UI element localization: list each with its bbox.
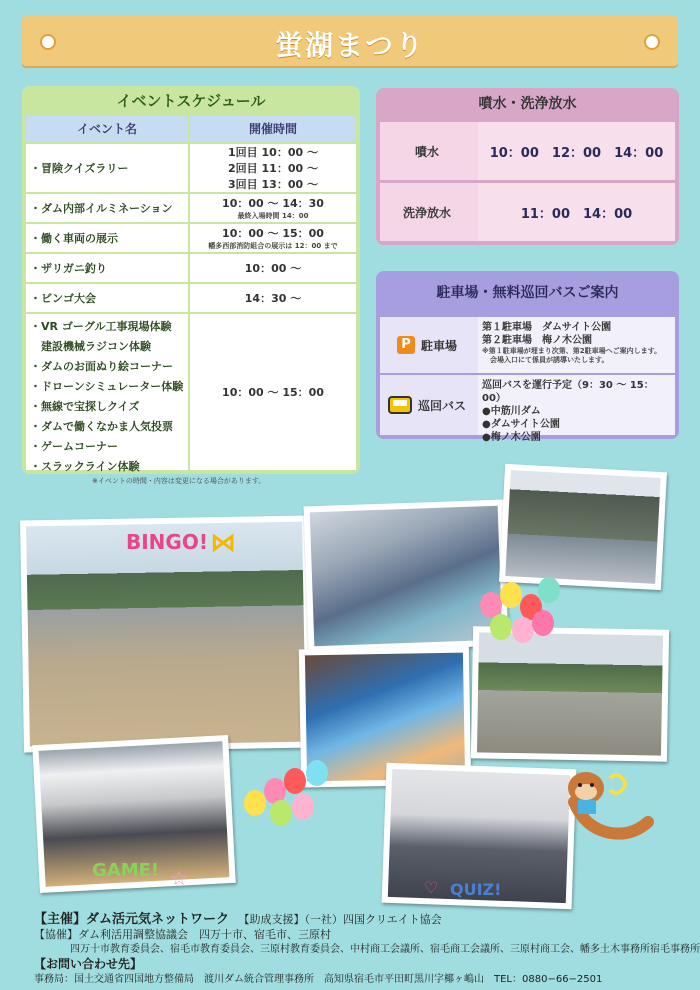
balloon-icon xyxy=(538,577,560,603)
time-line: 10：00 ～ 14：30 xyxy=(222,197,324,210)
balloon-cluster-top xyxy=(470,572,570,662)
balloon-icon xyxy=(270,800,292,826)
title-banner xyxy=(22,16,678,66)
parking-panel xyxy=(376,271,679,443)
event-name: 建設機械ラジコン体験 xyxy=(30,340,151,353)
event-time: 10：00 ～ 15：00 xyxy=(190,314,356,470)
event-name: ・ビンゴ大会 xyxy=(26,284,188,312)
bus-stop: ●梅ノ木公園 xyxy=(482,432,541,443)
photo-image xyxy=(505,470,660,584)
event-time xyxy=(190,194,356,222)
otter-mascot-icon xyxy=(560,766,656,862)
event-time: 10：00 ～ xyxy=(190,254,356,282)
event-name: ・冒険クイズラリー xyxy=(26,144,188,192)
photo-image xyxy=(26,522,306,747)
parking-note: ※第１駐車場が埋まり次第、第2駐車場へご案内します。 xyxy=(482,347,662,355)
event-name: ・ドローンシミュレーター体験 xyxy=(30,380,184,393)
footer-contact: 事務局：国土交通省四国地方整備局 渡川ダム統合管理事務所 高知県宿毛市平田町黒川字椰ヶ嶋山 TEL：0880−66−2501 xyxy=(34,974,603,985)
event-name: ・ダム内部イルミネーション xyxy=(26,194,188,222)
footer-organizer xyxy=(34,912,674,927)
ribbon-icon: ⋈ xyxy=(210,528,236,558)
schedule-heading: イベントスケジュール xyxy=(116,92,266,110)
table-row xyxy=(26,224,356,252)
fountain-label: 洗浄放水 xyxy=(402,205,451,220)
parking-note: 会場入口にて係員が誘導いたします。 xyxy=(490,356,609,364)
parking-line: 第２駐車場 梅ノ木公園 xyxy=(482,335,592,346)
parking-row xyxy=(380,317,675,373)
footer-contact-heading: 【お問い合わせ先】 xyxy=(34,957,143,971)
fountain-label: 噴水 xyxy=(414,144,439,159)
fountain-times: 10：00 12：00 14：00 xyxy=(478,122,675,180)
event-time: 14：30 ～ xyxy=(190,284,356,312)
bus-label xyxy=(380,375,474,435)
time-line: 3回目 13：00 ～ xyxy=(228,178,318,191)
event-name: ・ゲームコーナー xyxy=(30,440,118,453)
balloon-icon xyxy=(512,617,534,643)
footer-cosponsor-list: 四万十市教育委員会、宿毛市教育委員会、三原村教育委員会、中村商工会議所、宿毛商工会議所、三原村商工会、幡多土木事務所宿毛事務所 xyxy=(70,944,700,955)
bingo-label: BINGO! xyxy=(126,530,208,554)
balloon-icon xyxy=(284,768,306,794)
balloon-icon xyxy=(292,794,314,820)
parking-info xyxy=(478,317,675,373)
table-row xyxy=(26,284,356,312)
schedule-note: ※イベントの時間・内容は変更になる場合があります。 xyxy=(92,477,266,485)
fountain-panel xyxy=(376,88,679,245)
parking-line: 第１駐車場 ダムサイト公園 xyxy=(482,322,612,333)
balloon-icon xyxy=(500,582,522,608)
balloon-icon xyxy=(306,760,328,786)
event-name: ・働く車両の展示 xyxy=(26,224,188,252)
event-name: ・スラックライン体験 xyxy=(30,460,140,473)
fountain-heading: 噴水・洗浄放水 xyxy=(478,96,577,112)
schedule-panel xyxy=(22,86,360,474)
balloon-cluster-bottom xyxy=(240,760,340,850)
bus-stop: ●ダムサイト公園 xyxy=(482,419,560,430)
parking-label-text: 駐車場 xyxy=(420,338,457,353)
time-note: 最終入場時間 14：00 xyxy=(237,212,309,220)
fountain-times: 11：00 14：00 xyxy=(478,183,675,241)
footer xyxy=(34,912,700,987)
parking-icon: P xyxy=(397,336,415,354)
bus-label-text: 巡回バス xyxy=(417,398,466,413)
parking-heading: 駐車場・無料巡回バスご案内 xyxy=(436,285,619,301)
col-event-header: イベント名 xyxy=(26,116,188,142)
fountain-row xyxy=(380,122,675,180)
event-name: ・ザリガニ釣り xyxy=(26,254,188,282)
table-row xyxy=(26,254,356,282)
game-label: GAME! xyxy=(92,860,160,881)
bus-icon xyxy=(388,396,412,414)
footer-cosponsor: 【協催】ダム利活用調整協議会 四万十市、宿毛市、三原村 xyxy=(34,928,331,941)
col-time-header: 開催時間 xyxy=(190,116,356,142)
table-row xyxy=(26,194,356,222)
event-name: ・ダムで働くなかま人気投票 xyxy=(30,420,173,433)
time-line: 2回目 11：00 ～ xyxy=(228,162,318,175)
bus-line: 巡回バスを運行予定（9：30 ～ 15：00） xyxy=(482,380,654,404)
heart-icon: ♡ xyxy=(424,878,439,897)
quiz-label: QUIZ! xyxy=(450,880,502,899)
schedule-table xyxy=(26,116,356,473)
balloon-icon xyxy=(244,790,266,816)
organizer-text: 【主催】ダム活元気ネットワーク xyxy=(34,912,230,927)
bus-info xyxy=(478,375,675,443)
balloon-icon xyxy=(490,614,512,640)
fountain-row xyxy=(380,183,675,241)
event-time xyxy=(190,224,356,252)
event-name: ・ダムのお面ぬり絵コーナー xyxy=(30,360,173,373)
page-title: 蛍湖まつり xyxy=(274,29,425,62)
event-name: ・無線で宝探しクイズ xyxy=(30,400,140,413)
parking-label xyxy=(380,317,474,373)
table-row xyxy=(26,144,356,192)
event-group-names xyxy=(26,314,188,473)
table-row-group xyxy=(26,314,356,473)
bus-stop: ●中筋川ダム xyxy=(482,406,541,417)
star-icon: ☆ xyxy=(170,866,188,890)
event-time xyxy=(190,144,356,192)
bus-row xyxy=(380,375,675,443)
support-text: 【助成支援】（一社）四国クリエイト協会 xyxy=(238,913,442,926)
time-line: 10：00 ～ 15：00 xyxy=(222,227,324,240)
time-line: 1回目 10：00 ～ xyxy=(228,146,318,159)
event-name: ・VR ゴーグル工事現場体験 xyxy=(30,320,172,333)
balloon-icon xyxy=(532,610,554,636)
time-note: 幡多西部消防組合の展示は 12：00 まで xyxy=(208,242,338,250)
